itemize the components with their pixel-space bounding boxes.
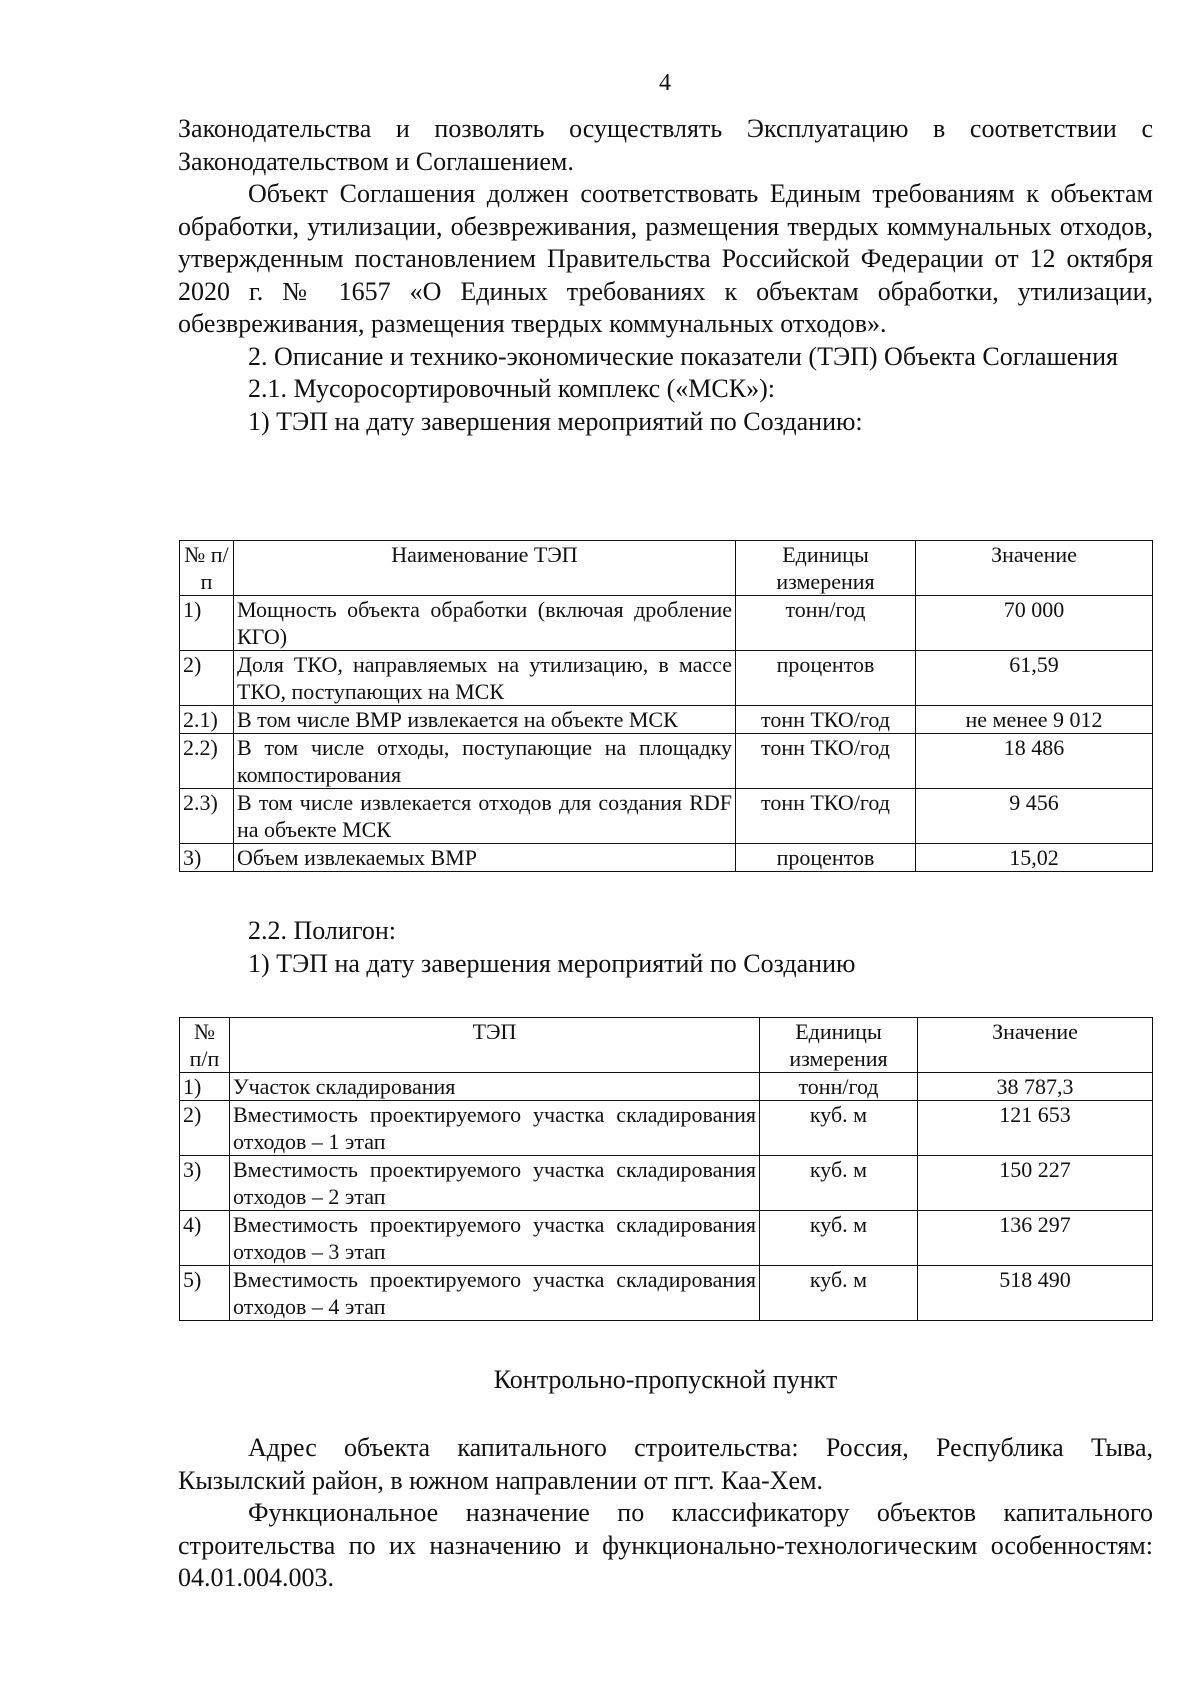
row-num: 5)	[180, 1266, 230, 1321]
table-row	[180, 596, 1153, 651]
row-value: 38 787,3	[918, 1073, 1153, 1101]
row-value: 61,59	[916, 651, 1153, 706]
row-unit: куб. м	[760, 1156, 918, 1211]
header-name: ТЭП	[230, 1018, 760, 1073]
header-value: Значение	[918, 1018, 1153, 1073]
checkpoint-heading: Контрольно-пропускной пункт	[493, 1365, 838, 1394]
row-name: Объем извлекаемых ВМР	[234, 844, 736, 872]
row-num: 1)	[180, 1073, 230, 1101]
row-unit: тонн ТКО/год	[736, 789, 916, 844]
table-row	[180, 651, 1153, 706]
section-2-2-heading: 2.2. Полигон:	[248, 916, 396, 945]
row-name: В том числе отходы, поступающие на площадку компостирования	[234, 734, 736, 789]
row-value: 121 653	[918, 1101, 1153, 1156]
row-num: 4)	[180, 1211, 230, 1266]
row-value: 136 297	[918, 1211, 1153, 1266]
section-2-2-subheading: 1) ТЭП на дату завершения мероприятий по Созданию	[248, 948, 856, 978]
intro-paragraph-continuation: Законодательства и позволять осуществлять Эксплуатацию в соответствии с Законодательством и Соглашением.	[178, 114, 1153, 176]
header-num: № п/п	[180, 541, 234, 596]
row-num: 3)	[180, 844, 234, 872]
checkpoint-section	[178, 1432, 1153, 1595]
row-num: 2)	[180, 651, 234, 706]
row-num: 2.1)	[180, 706, 234, 734]
table-row	[180, 734, 1153, 789]
table-row	[180, 1156, 1153, 1211]
row-value: 150 227	[918, 1156, 1153, 1211]
table-row	[180, 1211, 1153, 1266]
row-value: 9 456	[916, 789, 1153, 844]
section-2-2	[178, 915, 1153, 980]
row-value: не менее 9 012	[916, 706, 1153, 734]
header-name: Наименование ТЭП	[234, 541, 736, 596]
header-unit: Единицы измерения	[760, 1018, 918, 1073]
msk-tep-table	[179, 540, 1153, 872]
section-2-heading: 2. Описание и технико-экономические показатели (ТЭП) Объекта Соглашения	[248, 341, 1118, 371]
row-unit: тонн/год	[736, 596, 916, 651]
table-header-row	[180, 541, 1153, 596]
table-row	[180, 844, 1153, 872]
section-2-1-heading: 2.1. Мусоросортировочный комплекс («МСК»):	[248, 374, 775, 403]
table-header-row	[180, 1018, 1153, 1073]
row-unit: тонн ТКО/год	[736, 706, 916, 734]
row-name: В том числе ВМР извлекается на объекте МСК	[234, 706, 736, 734]
row-value: 70 000	[916, 596, 1153, 651]
intro-section	[178, 113, 1153, 438]
row-unit: тонн/год	[760, 1073, 918, 1101]
row-name: Вместимость проектируемого участка складирования отходов – 3 этап	[230, 1211, 760, 1266]
row-num: 2)	[180, 1101, 230, 1156]
row-name: Доля ТКО, направляемых на утилизацию, в массе ТКО, поступающих на МСК	[234, 651, 736, 706]
row-num: 1)	[180, 596, 234, 651]
row-num: 2.3)	[180, 789, 234, 844]
header-unit: Единицы измерения	[736, 541, 916, 596]
row-unit: куб. м	[760, 1211, 918, 1266]
row-name: Участок складирования	[230, 1073, 760, 1101]
row-value: 18 486	[916, 734, 1153, 789]
row-num: 2.2)	[180, 734, 234, 789]
header-num: № п/п	[180, 1018, 230, 1073]
row-name: Вместимость проектируемого участка складирования отходов – 2 этап	[230, 1156, 760, 1211]
intro-paragraph-requirements: Объект Соглашения должен соответствовать Единым требованиям к объектам обработки, утилизации, обезвреживания, размещения твердых коммунальных отходов, утвержденным постановлением Правительства Российской Федерации от 12 октября 2020 г. № 1657 «О Единых требованиях к объектам обработки, утилизации, обезвреживания, размещения твердых коммунальных отходов».	[178, 179, 1153, 338]
polygon-tep-table	[179, 1017, 1153, 1321]
row-name: Вместимость проектируемого участка складирования отходов – 1 этап	[230, 1101, 760, 1156]
row-name: Вместимость проектируемого участка складирования отходов – 4 этап	[230, 1266, 760, 1321]
checkpoint-address: Адрес объекта капитального строительства: Россия, Республика Тыва, Кызылский район, в южном направлении от пгт. Каа-Хем.	[178, 1433, 1153, 1495]
page-number: 4	[659, 70, 671, 96]
table-row	[180, 706, 1153, 734]
row-value: 518 490	[918, 1266, 1153, 1321]
table-row	[180, 789, 1153, 844]
header-value: Значение	[916, 541, 1153, 596]
row-name: В том числе извлекается отходов для создания RDF на объекте МСК	[234, 789, 736, 844]
row-unit: тонн ТКО/год	[736, 734, 916, 789]
row-unit: куб. м	[760, 1101, 918, 1156]
checkpoint-function: Функциональное назначение по классификатору объектов капитального строительства по их назначению и функционально-технологическим особенностям: 04.01.004.003.	[178, 1498, 1153, 1592]
table-row	[180, 1073, 1153, 1101]
table-row	[180, 1101, 1153, 1156]
row-unit: процентов	[736, 844, 916, 872]
table-row	[180, 1266, 1153, 1321]
row-name: Мощность объекта обработки (включая дробление КГО)	[234, 596, 736, 651]
row-unit: процентов	[736, 651, 916, 706]
row-num: 3)	[180, 1156, 230, 1211]
row-unit: куб. м	[760, 1266, 918, 1321]
row-value: 15,02	[916, 844, 1153, 872]
section-2-1-subheading: 1) ТЭП на дату завершения мероприятий по Созданию:	[248, 406, 863, 436]
